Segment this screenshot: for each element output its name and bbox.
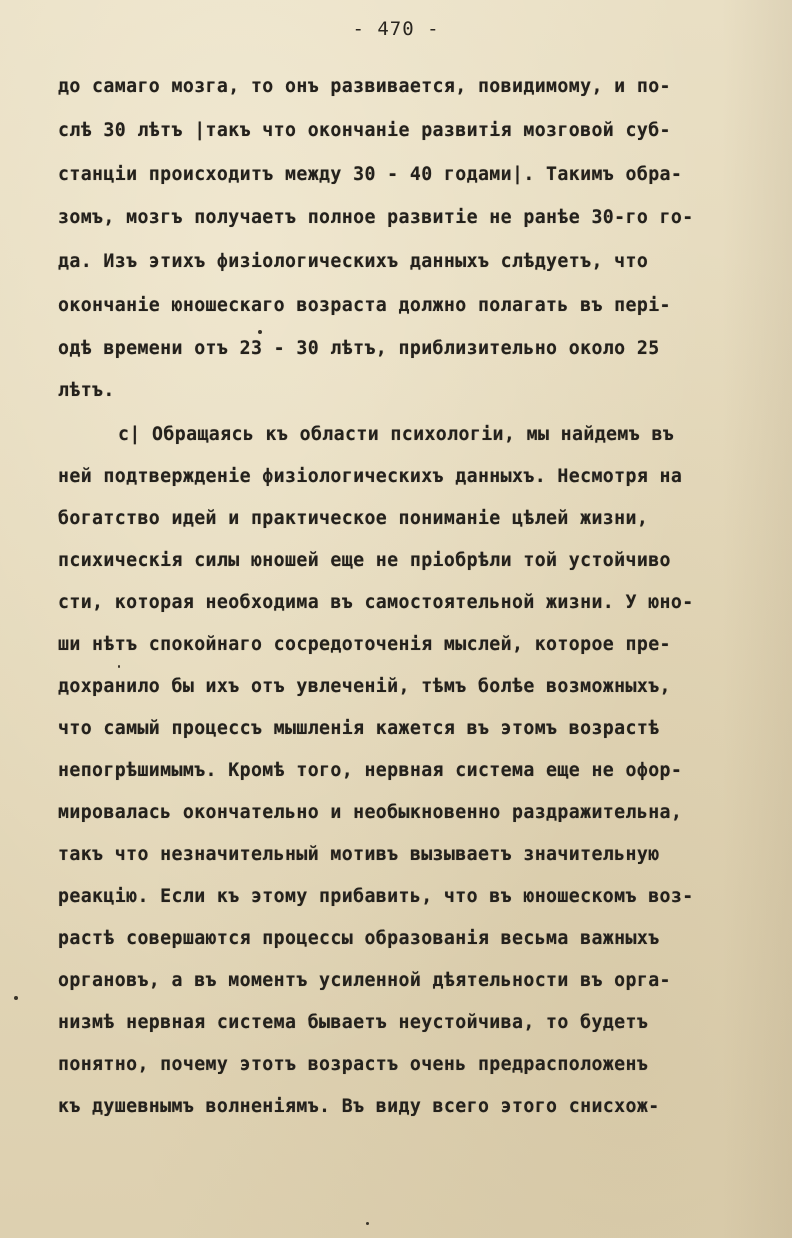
text-line: да. Изъ этихъ физiологическихъ данныхъ слѣдуетъ, что xyxy=(58,251,649,272)
text-line: до самаго мозга, то онъ развивается, повидимому, и по- xyxy=(58,76,671,97)
text-line: станцiи происходитъ между 30 - 40 годами|. Такимъ обра- xyxy=(58,164,683,185)
text-line: ши нѣтъ спокойнаго сосредоточенiя мыслей, которое пре- xyxy=(58,634,671,655)
ink-speck xyxy=(366,1222,369,1225)
text-line: непогрѣшимымъ. Кромѣ того, нервная система еще не офор- xyxy=(58,760,683,781)
text-line: психическiя силы юношей еще не прiобрѣли той устойчиво xyxy=(58,550,671,571)
ink-speck xyxy=(118,665,120,668)
text-line: понятно, почему этотъ возрастъ очень предрасположенъ xyxy=(58,1054,649,1075)
ink-speck xyxy=(258,330,262,334)
text-line: мировалась окончательно и необыкновенно раздражительна, xyxy=(58,802,683,823)
text-line: къ душевнымъ волненiямъ. Въ виду всего этого снисхож- xyxy=(58,1096,660,1117)
text-line: лѣтъ. xyxy=(58,380,115,401)
text-line: органовъ, а въ моментъ усиленной дѣятельности въ орга- xyxy=(58,970,671,991)
text-line: низмѣ нервная система бываетъ неустойчива, то будетъ xyxy=(58,1012,649,1033)
page-edge-shadow xyxy=(722,0,792,1238)
text-line: окончанiе юношескаго возраста должно полагать въ перi- xyxy=(58,295,671,316)
text-line: дохранило бы ихъ отъ увлеченiй, тѣмъ болѣе возможныхъ, xyxy=(58,676,671,697)
text-line: богатство идей и практическое пониманiе цѣлей жизни, xyxy=(58,508,649,529)
text-line: что самый процессъ мышленiя кажется въ этомъ возрастѣ xyxy=(58,718,660,739)
paragraph-start-line: c| Обращаясь къ области психологiи, мы найдемъ въ xyxy=(118,424,675,445)
text-line: зомъ, мозгъ получаетъ полное развитiе не ранѣе 30-го го- xyxy=(58,207,694,228)
text-line: растѣ совершаются процессы образованiя весьма важныхъ xyxy=(58,928,660,949)
text-line: сти, которая необходима въ самостоятельной жизни. У юно- xyxy=(58,592,694,613)
text-line: ней подтвержденiе физiологическихъ данныхъ. Несмотря на xyxy=(58,466,683,487)
ink-speck xyxy=(14,996,18,1000)
page-number: - 470 - xyxy=(352,18,440,40)
text-line: слѣ 30 лѣтъ |такъ что окончанiе развитiя мозговой суб- xyxy=(58,120,671,141)
text-line: одѣ времени отъ 23 - 30 лѣтъ, приблизительно около 25 xyxy=(58,338,660,359)
text-line: реакцiю. Если къ этому прибавить, что въ юношескомъ воз- xyxy=(58,886,694,907)
text-line: такъ что незначительный мотивъ вызываетъ значительную xyxy=(58,844,660,865)
